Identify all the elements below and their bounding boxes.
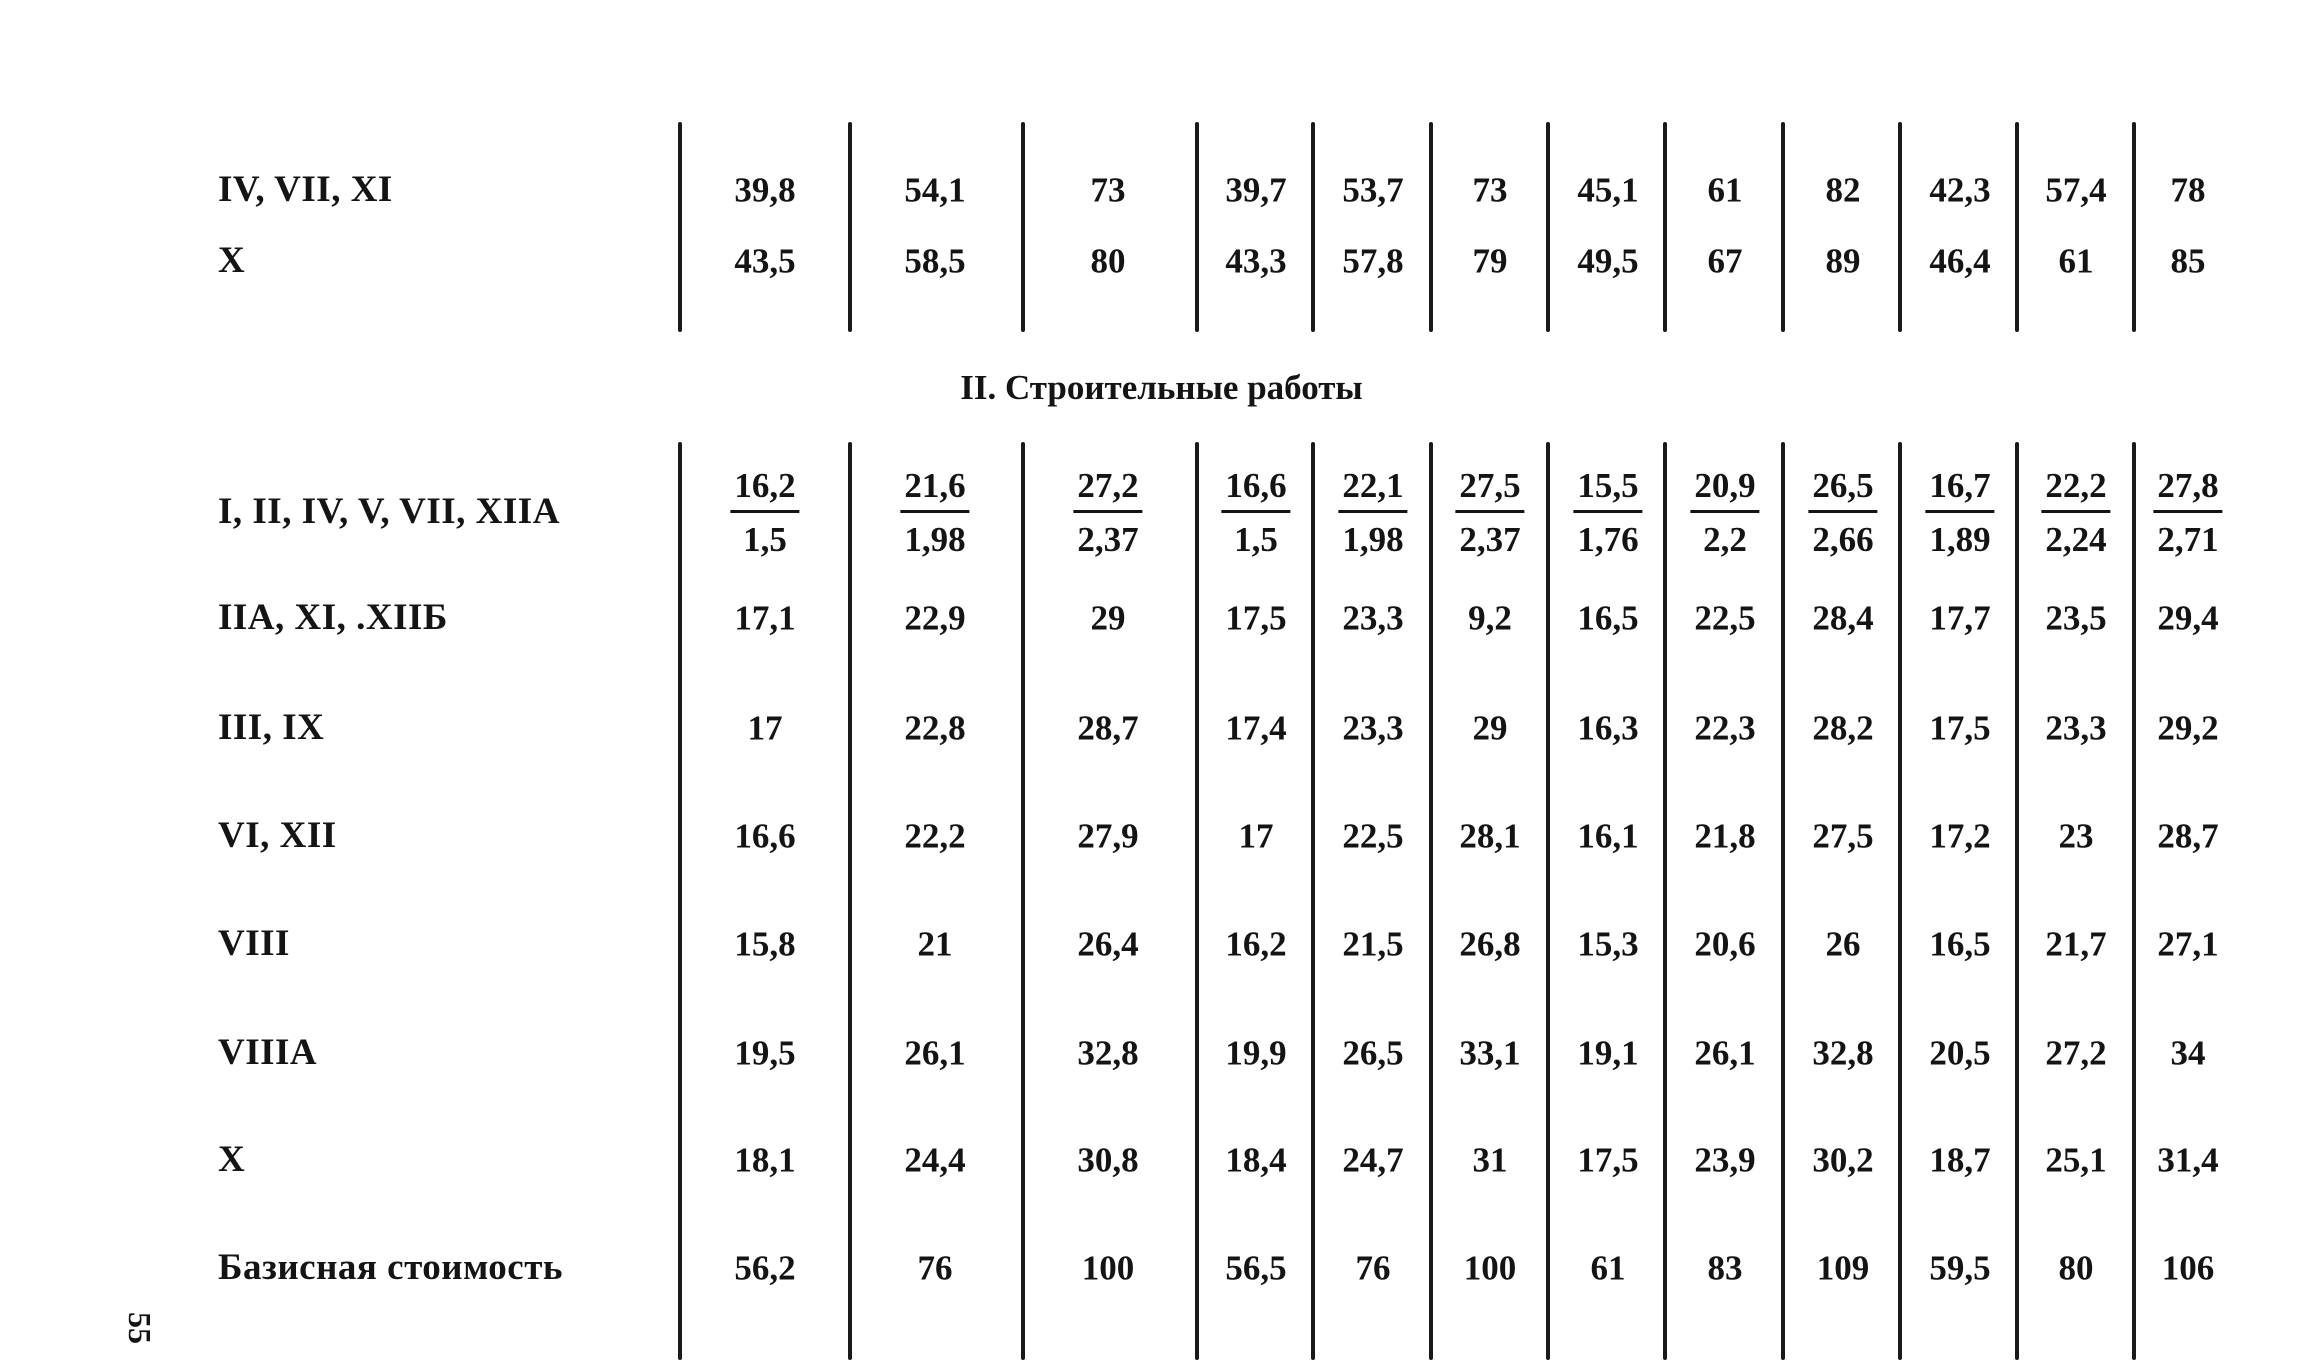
fraction-numerator: 27,2	[1073, 468, 1142, 513]
table-cell: 31	[1472, 1140, 1508, 1180]
table-cell: 79	[1472, 241, 1508, 281]
fraction-cell	[2041, 468, 2110, 557]
fraction-denominator: 1,98	[1342, 520, 1404, 559]
table-cell: 54,1	[904, 170, 966, 210]
fraction-numerator: 15,5	[1573, 468, 1642, 513]
table-cell: 18,1	[734, 1140, 796, 1180]
table-cell: 22,5	[1342, 816, 1404, 856]
table-cell: 21	[917, 924, 953, 964]
fraction-denominator: 2,37	[1459, 520, 1521, 559]
column-rule	[1021, 442, 1025, 1360]
table-cell: 109	[1816, 1248, 1870, 1288]
table-cell: 19,1	[1577, 1033, 1639, 1073]
table-cell: 32,8	[1077, 1033, 1139, 1073]
table-cell: 17	[1238, 816, 1274, 856]
fraction-cell	[1073, 468, 1142, 557]
row-label: VIII	[218, 923, 290, 964]
fraction-numerator: 22,1	[1338, 468, 1407, 513]
table-cell: 17,4	[1225, 708, 1287, 748]
table-cell: 17,1	[734, 598, 796, 638]
column-rule	[2015, 442, 2019, 1360]
table-cell: 26	[1825, 924, 1861, 964]
table-cell: 21,8	[1694, 816, 1756, 856]
fraction-denominator: 2,37	[1077, 520, 1139, 559]
table-cell: 28,1	[1459, 816, 1521, 856]
table-cell: 43,3	[1225, 241, 1287, 281]
fraction-cell	[1221, 468, 1290, 557]
column-rule	[678, 122, 682, 332]
table-cell: 27,2	[2045, 1033, 2107, 1073]
table-cell: 15,8	[734, 924, 796, 964]
table-cell: 53,7	[1342, 170, 1404, 210]
fraction-cell	[730, 468, 799, 557]
table-cell: 26,1	[904, 1033, 966, 1073]
table-cell: 22,3	[1694, 708, 1756, 748]
table-cell: 76	[917, 1248, 953, 1288]
table-cell: 30,8	[1077, 1140, 1139, 1180]
table-cell: 23,3	[1342, 708, 1404, 748]
table-cell: 100	[1081, 1248, 1135, 1288]
column-rule	[1546, 442, 1550, 1360]
table-cell: 80	[1090, 241, 1126, 281]
table-cell: 21,5	[1342, 924, 1404, 964]
table-cell: 16,6	[734, 816, 796, 856]
table-cell: 23,3	[1342, 598, 1404, 638]
table-cell: 24,4	[904, 1140, 966, 1180]
column-rule	[2132, 442, 2136, 1360]
section-title: II. Строительные работы	[960, 368, 1363, 407]
row-label: VIIIA	[218, 1032, 318, 1073]
table-cell: 58,5	[904, 241, 966, 281]
column-rule	[1311, 442, 1315, 1360]
fraction-numerator: 22,2	[2041, 468, 2110, 513]
table-cell: 26,5	[1342, 1033, 1404, 1073]
table-cell: 17	[747, 708, 783, 748]
table-cell: 85	[2170, 241, 2206, 281]
table-cell: 26,1	[1694, 1033, 1756, 1073]
table-cell: 26,4	[1077, 924, 1139, 964]
table-cell: 78	[2170, 170, 2206, 210]
table-cell: 16,3	[1577, 708, 1639, 748]
table-cell: 23,5	[2045, 598, 2107, 638]
fraction-numerator: 27,5	[1455, 468, 1524, 513]
column-rule	[1429, 442, 1433, 1360]
table-cell: 73	[1472, 170, 1508, 210]
table-cell: 106	[2161, 1248, 2215, 1288]
table-cell: 57,8	[1342, 241, 1404, 281]
column-rule	[848, 442, 852, 1360]
column-rule	[1781, 122, 1785, 332]
table-cell: 22,5	[1694, 598, 1756, 638]
column-rule	[1898, 442, 1902, 1360]
table-cell: 23,3	[2045, 708, 2107, 748]
fraction-numerator: 16,6	[1221, 468, 1290, 513]
table-cell: 21,7	[2045, 924, 2107, 964]
table-cell: 49,5	[1577, 241, 1639, 281]
table-cell: 67	[1707, 241, 1743, 281]
row-label: X	[218, 1139, 246, 1180]
column-rule	[1546, 122, 1550, 332]
column-rule	[2132, 122, 2136, 332]
fraction-cell	[900, 468, 969, 557]
table-cell: 17,7	[1929, 598, 1991, 638]
table-cell: 30,2	[1812, 1140, 1874, 1180]
column-rule	[1195, 122, 1199, 332]
fraction-denominator: 1,98	[904, 520, 966, 559]
fraction-cell	[1455, 468, 1524, 557]
table-cell: 28,4	[1812, 598, 1874, 638]
fraction-denominator: 2,66	[1812, 520, 1874, 559]
column-rule	[1021, 122, 1025, 332]
row-label: IIA, XI, .XIIБ	[218, 597, 448, 638]
table-cell: 23	[2058, 816, 2094, 856]
column-rule	[1781, 442, 1785, 1360]
table-cell: 22,8	[904, 708, 966, 748]
table-cell: 89	[1825, 241, 1861, 281]
table-cell: 28,7	[2157, 816, 2219, 856]
table-cell: 16,2	[1225, 924, 1287, 964]
table-cell: 39,8	[734, 170, 796, 210]
table-cell: 61	[1707, 170, 1743, 210]
table-cell: 18,4	[1225, 1140, 1287, 1180]
fraction-denominator: 1,76	[1577, 520, 1639, 559]
table-cell: 18,7	[1929, 1140, 1991, 1180]
table-cell: 16,5	[1577, 598, 1639, 638]
table-cell: 29	[1472, 708, 1508, 748]
table-cell: 56,2	[734, 1248, 796, 1288]
column-rule	[1663, 442, 1667, 1360]
column-rule	[678, 442, 682, 1360]
fraction-numerator: 21,6	[900, 468, 969, 513]
table-cell: 22,2	[904, 816, 966, 856]
table-cell: 28,2	[1812, 708, 1874, 748]
table-cell: 29	[1090, 598, 1126, 638]
column-rule	[1429, 122, 1433, 332]
page-number: 55	[122, 1312, 158, 1344]
fraction-cell	[2153, 468, 2222, 557]
table-cell: 29,2	[2157, 708, 2219, 748]
table-cell: 57,4	[2045, 170, 2107, 210]
table-cell: 32,8	[1812, 1033, 1874, 1073]
column-rule	[1195, 442, 1199, 1360]
table-cell: 20,5	[1929, 1033, 1991, 1073]
table-cell: 31,4	[2157, 1140, 2219, 1180]
fraction-denominator: 1,89	[1929, 520, 1991, 559]
fraction-cell	[1808, 468, 1877, 557]
row-label: III, IX	[218, 707, 325, 748]
column-rule	[2015, 122, 2019, 332]
row-label: IV, VII, XI	[218, 169, 393, 210]
table-cell: 82	[1825, 170, 1861, 210]
table-cell: 45,1	[1577, 170, 1639, 210]
fraction-cell	[1573, 468, 1642, 557]
table-cell: 61	[2058, 241, 2094, 281]
fraction-denominator: 1,5	[1234, 520, 1278, 559]
table-cell: 17,5	[1929, 708, 1991, 748]
fraction-numerator: 16,7	[1925, 468, 1994, 513]
table-cell: 16,1	[1577, 816, 1639, 856]
table-cell: 22,9	[904, 598, 966, 638]
table-cell: 42,3	[1929, 170, 1991, 210]
fraction-denominator: 1,5	[743, 520, 787, 559]
row-label: Базисная стоимость	[218, 1247, 563, 1288]
table-cell: 23,9	[1694, 1140, 1756, 1180]
table-cell: 15,3	[1577, 924, 1639, 964]
table-cell: 80	[2058, 1248, 2094, 1288]
table-cell: 56,5	[1225, 1248, 1287, 1288]
column-rule	[1663, 122, 1667, 332]
row-label: I, II, IV, V, VII, XIIA	[218, 491, 560, 532]
table-cell: 17,5	[1225, 598, 1287, 638]
table-cell: 28,7	[1077, 708, 1139, 748]
table-cell: 19,9	[1225, 1033, 1287, 1073]
table-cell: 19,5	[734, 1033, 796, 1073]
fraction-numerator: 27,8	[2153, 468, 2222, 513]
table-cell: 33,1	[1459, 1033, 1521, 1073]
table-cell: 17,5	[1577, 1140, 1639, 1180]
fraction-numerator: 20,9	[1690, 468, 1759, 513]
table-cell: 39,7	[1225, 170, 1287, 210]
table-cell: 29,4	[2157, 598, 2219, 638]
fraction-denominator: 2,24	[2045, 520, 2107, 559]
fraction-cell	[1925, 468, 1994, 557]
table-cell: 27,5	[1812, 816, 1874, 856]
table-cell: 17,2	[1929, 816, 1991, 856]
fraction-denominator: 2,71	[2157, 520, 2219, 559]
fraction-numerator: 26,5	[1808, 468, 1877, 513]
table-cell: 34	[2170, 1033, 2206, 1073]
table-cell: 76	[1355, 1248, 1391, 1288]
fraction-numerator: 16,2	[730, 468, 799, 513]
table-cell: 20,6	[1694, 924, 1756, 964]
column-rule	[848, 122, 852, 332]
table-cell: 100	[1463, 1248, 1517, 1288]
table-cell: 59,5	[1929, 1248, 1991, 1288]
fraction-cell	[1338, 468, 1407, 557]
table-cell: 43,5	[734, 241, 796, 281]
table-cell: 61	[1590, 1248, 1626, 1288]
table-cell: 46,4	[1929, 241, 1991, 281]
table-cell: 16,5	[1929, 924, 1991, 964]
column-rule	[1898, 122, 1902, 332]
table-cell: 73	[1090, 170, 1126, 210]
table-cell: 83	[1707, 1248, 1743, 1288]
fraction-cell	[1690, 468, 1759, 557]
fraction-denominator: 2,2	[1703, 520, 1747, 559]
column-rule	[1311, 122, 1315, 332]
table-cell: 27,9	[1077, 816, 1139, 856]
row-label: X	[218, 240, 246, 281]
table-cell: 26,8	[1459, 924, 1521, 964]
table-cell: 9,2	[1468, 598, 1512, 638]
table-cell: 27,1	[2157, 924, 2219, 964]
table-cell: 25,1	[2045, 1140, 2107, 1180]
table-cell: 24,7	[1342, 1140, 1404, 1180]
row-label: VI, XII	[218, 815, 337, 856]
